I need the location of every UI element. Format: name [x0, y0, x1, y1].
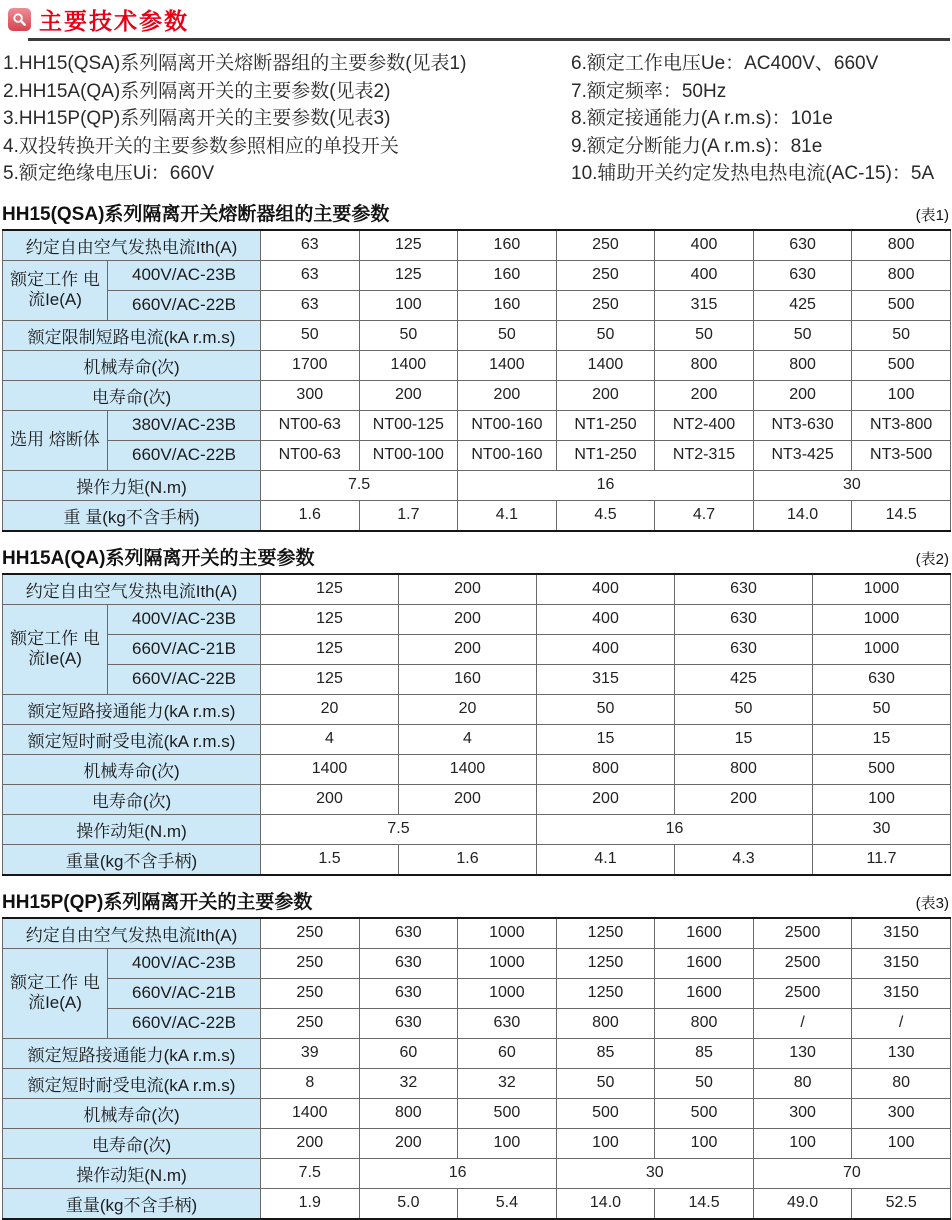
- cell-value: 50: [359, 320, 458, 350]
- cell-value: 7.5: [261, 470, 458, 500]
- table-section-1: [2, 199, 950, 532]
- cell-value: 800: [655, 1008, 754, 1038]
- cell-value: 4.1: [537, 844, 675, 875]
- cell-value: 125: [261, 634, 399, 664]
- sub-label: 400V/AC-23B: [108, 260, 261, 290]
- cell-value: 100: [813, 784, 951, 814]
- cell-value: 7.5: [261, 1158, 360, 1188]
- cell-value: 200: [537, 784, 675, 814]
- cell-value: 8: [261, 1068, 360, 1098]
- cell-value: 4.1: [458, 500, 557, 531]
- cell-value: 630: [813, 664, 951, 694]
- cell-value: 39: [261, 1038, 360, 1068]
- notes: [2, 50, 950, 188]
- table-row: [3, 724, 951, 754]
- cell-value: 800: [655, 350, 754, 380]
- cell-value: 63: [261, 230, 360, 261]
- cell-value: 425: [675, 664, 813, 694]
- cell-value: 1400: [399, 754, 537, 784]
- cell-value: 1400: [261, 1098, 360, 1128]
- cell-value: 20: [399, 694, 537, 724]
- table-row: [3, 350, 951, 380]
- cell-value: 16: [458, 470, 754, 500]
- cell-value: 200: [675, 784, 813, 814]
- sub-label: 660V/AC-21B: [108, 634, 261, 664]
- cell-value: 14.5: [852, 500, 951, 531]
- cell-value: NT00-63: [261, 410, 360, 440]
- table-row: [3, 814, 951, 844]
- cell-value: /: [753, 1008, 852, 1038]
- cell-value: NT1-250: [556, 410, 655, 440]
- table-row: [3, 978, 951, 1008]
- cell-value: 14.5: [655, 1188, 754, 1219]
- table-3-header: [2, 887, 950, 917]
- table-1-header: [2, 199, 950, 229]
- cell-value: 200: [261, 1128, 360, 1158]
- cell-value: 130: [852, 1038, 951, 1068]
- row-label: 机械寿命(次): [3, 1098, 261, 1128]
- note-item: 7.额定频率：50Hz: [571, 80, 727, 102]
- table-row: [3, 634, 951, 664]
- table-2-header: [2, 543, 950, 573]
- cell-value: 2500: [753, 948, 852, 978]
- cell-value: 500: [655, 1098, 754, 1128]
- cell-value: 63: [261, 290, 360, 320]
- cell-value: 50: [655, 320, 754, 350]
- cell-value: 1600: [655, 948, 754, 978]
- cell-value: 5.0: [359, 1188, 458, 1219]
- cell-value: 630: [753, 230, 852, 261]
- cell-value: 50: [556, 1068, 655, 1098]
- cell-value: 300: [261, 380, 360, 410]
- cell-value: 125: [359, 230, 458, 261]
- cell-value: 130: [753, 1038, 852, 1068]
- cell-value: 100: [655, 1128, 754, 1158]
- cell-value: 125: [261, 574, 399, 605]
- row-label: 机械寿命(次): [3, 754, 261, 784]
- cell-value: 250: [556, 290, 655, 320]
- cell-value: NT2-400: [655, 410, 754, 440]
- cell-value: 32: [359, 1068, 458, 1098]
- cell-value: 500: [813, 754, 951, 784]
- cell-value: 425: [753, 290, 852, 320]
- table-1-tag: (表1): [915, 206, 949, 224]
- cell-value: 1.9: [261, 1188, 360, 1219]
- cell-value: 50: [852, 320, 951, 350]
- cell-value: NT2-315: [655, 440, 754, 470]
- group-label: 额定工作 电流Ie(A): [3, 604, 108, 694]
- cell-value: 4.3: [675, 844, 813, 875]
- cell-value: 200: [359, 380, 458, 410]
- cell-value: 250: [261, 948, 360, 978]
- cell-value: 49.0: [753, 1188, 852, 1219]
- cell-value: 5.4: [458, 1188, 557, 1219]
- cell-value: 3150: [852, 918, 951, 949]
- cell-value: 50: [556, 320, 655, 350]
- note-item: 9.额定分断能力(A r.m.s)：81e: [571, 135, 823, 157]
- notes-right-column: [571, 50, 950, 188]
- cell-value: NT00-63: [261, 440, 360, 470]
- cell-value: 30: [556, 1158, 753, 1188]
- notes-left-column: [3, 50, 571, 188]
- cell-value: 70: [753, 1158, 950, 1188]
- cell-value: 4.7: [655, 500, 754, 531]
- cell-value: 125: [261, 604, 399, 634]
- cell-value: 1250: [556, 918, 655, 949]
- cell-value: 4: [261, 724, 399, 754]
- cell-value: 800: [675, 754, 813, 784]
- cell-value: 200: [399, 604, 537, 634]
- row-label: 重 量(kg不含手柄): [3, 500, 261, 531]
- cell-value: 800: [753, 350, 852, 380]
- table-row: [3, 290, 951, 320]
- table-row: [3, 380, 951, 410]
- cell-value: 200: [556, 380, 655, 410]
- table-section-2: [2, 543, 950, 876]
- header-rule: [28, 38, 950, 41]
- sub-label: 400V/AC-23B: [108, 604, 261, 634]
- cell-value: 7.5: [261, 814, 537, 844]
- cell-value: 30: [813, 814, 951, 844]
- cell-value: 200: [399, 574, 537, 605]
- cell-value: 50: [813, 694, 951, 724]
- cell-value: NT3-425: [753, 440, 852, 470]
- cell-value: 32: [458, 1068, 557, 1098]
- cell-value: NT00-125: [359, 410, 458, 440]
- sub-label: 400V/AC-23B: [108, 948, 261, 978]
- table-row: [3, 410, 951, 440]
- cell-value: 2500: [753, 918, 852, 949]
- cell-value: 250: [261, 1008, 360, 1038]
- row-label: 额定限制短路电流(kA r.m.s): [3, 320, 261, 350]
- table-3-title: HH15P(QP)系列隔离开关的主要参数: [2, 891, 313, 913]
- note-item: 8.额定接通能力(A r.m.s)：101e: [571, 108, 833, 129]
- cell-value: 4: [399, 724, 537, 754]
- table-section-3: [2, 887, 950, 1220]
- table-row: [3, 500, 951, 531]
- row-label: 电寿命(次): [3, 784, 261, 814]
- cell-value: 630: [675, 604, 813, 634]
- row-label: 机械寿命(次): [3, 350, 261, 380]
- table-row: [3, 230, 951, 261]
- row-label: 额定短路接通能力(kA r.m.s): [3, 1038, 261, 1068]
- cell-value: 300: [753, 1098, 852, 1128]
- table-row: [3, 604, 951, 634]
- cell-value: 15: [675, 724, 813, 754]
- cell-value: 80: [753, 1068, 852, 1098]
- cell-value: 315: [655, 290, 754, 320]
- cell-value: 200: [399, 784, 537, 814]
- note-item: 5.额定绝缘电压Ui：660V: [3, 163, 215, 184]
- cell-value: 100: [753, 1128, 852, 1158]
- cell-value: 16: [537, 814, 813, 844]
- cell-value: 1400: [458, 350, 557, 380]
- table-row: [3, 1008, 951, 1038]
- cell-value: 250: [261, 978, 360, 1008]
- parameters-table-2: [2, 573, 951, 876]
- cell-value: 20: [261, 694, 399, 724]
- row-label: 额定短路接通能力(kA r.m.s): [3, 694, 261, 724]
- parameters-table-3: [2, 917, 951, 1220]
- table-row: [3, 1128, 951, 1158]
- cell-value: 1250: [556, 948, 655, 978]
- cell-value: 800: [537, 754, 675, 784]
- sub-label: 380V/AC-23B: [108, 410, 261, 440]
- cell-value: 100: [556, 1128, 655, 1158]
- table-row: [3, 754, 951, 784]
- cell-value: NT3-800: [852, 410, 951, 440]
- row-label: 电寿命(次): [3, 380, 261, 410]
- table-2-tag: (表2): [915, 550, 949, 568]
- row-label: 约定自由空气发热电流Ith(A): [3, 574, 261, 605]
- cell-value: /: [852, 1008, 951, 1038]
- cell-value: 160: [458, 290, 557, 320]
- cell-value: 630: [359, 918, 458, 949]
- cell-value: 500: [852, 350, 951, 380]
- cell-value: 500: [556, 1098, 655, 1128]
- cell-value: 400: [655, 260, 754, 290]
- cell-value: 800: [556, 1008, 655, 1038]
- cell-value: 1.5: [261, 844, 399, 875]
- cell-value: 800: [852, 230, 951, 261]
- table-row: [3, 1188, 951, 1219]
- cell-value: 500: [458, 1098, 557, 1128]
- table-row: [3, 260, 951, 290]
- note-item: 1.HH15(QSA)系列隔离开关熔断器组的主要参数(见表1): [3, 53, 467, 74]
- cell-value: 1600: [655, 918, 754, 949]
- cell-value: 800: [359, 1098, 458, 1128]
- row-label: 额定短时耐受电流(kA r.m.s): [3, 724, 261, 754]
- note-item: 6.额定工作电压Ue：AC400V、660V: [571, 53, 879, 74]
- table-row: [3, 664, 951, 694]
- group-label: 额定工作 电流Ie(A): [3, 260, 108, 320]
- cell-value: 50: [655, 1068, 754, 1098]
- cell-value: 160: [458, 260, 557, 290]
- cell-value: 800: [852, 260, 951, 290]
- cell-value: 100: [458, 1128, 557, 1158]
- cell-value: 50: [458, 320, 557, 350]
- row-label: 操作动矩(N.m): [3, 1158, 261, 1188]
- cell-value: 400: [537, 604, 675, 634]
- table-row: [3, 440, 951, 470]
- cell-value: NT00-160: [458, 410, 557, 440]
- cell-value: 125: [359, 260, 458, 290]
- cell-value: 200: [655, 380, 754, 410]
- cell-value: 200: [399, 634, 537, 664]
- cell-value: 200: [458, 380, 557, 410]
- table-row: [3, 694, 951, 724]
- cell-value: 1.6: [261, 500, 360, 531]
- cell-value: 630: [675, 634, 813, 664]
- row-label: 额定短时耐受电流(kA r.m.s): [3, 1068, 261, 1098]
- cell-value: 1400: [261, 754, 399, 784]
- cell-value: NT1-250: [556, 440, 655, 470]
- cell-value: 630: [359, 978, 458, 1008]
- cell-value: 200: [359, 1128, 458, 1158]
- cell-value: 1000: [813, 574, 951, 605]
- cell-value: 1000: [458, 918, 557, 949]
- table-row: [3, 574, 951, 605]
- cell-value: NT00-160: [458, 440, 557, 470]
- cell-value: 50: [537, 694, 675, 724]
- cell-value: 400: [655, 230, 754, 261]
- row-label: 操作动矩(N.m): [3, 814, 261, 844]
- cell-value: 14.0: [753, 500, 852, 531]
- note-item: 10.辅助开关约定发热电热电流(AC-15)：5A: [571, 163, 935, 184]
- row-label: 操作力矩(N.m): [3, 470, 261, 500]
- cell-value: 60: [458, 1038, 557, 1068]
- cell-value: 100: [852, 380, 951, 410]
- cell-value: 400: [537, 574, 675, 605]
- cell-value: 15: [537, 724, 675, 754]
- note-item: 4.双投转换开关的主要参数参照相应的单投开关: [3, 135, 399, 157]
- cell-value: 315: [537, 664, 675, 694]
- cell-value: 50: [261, 320, 360, 350]
- sub-label: 660V/AC-22B: [108, 1008, 261, 1038]
- table-row: [3, 470, 951, 500]
- sub-label: 660V/AC-22B: [108, 290, 261, 320]
- cell-value: 500: [852, 290, 951, 320]
- cell-value: 250: [261, 918, 360, 949]
- cell-value: 15: [813, 724, 951, 754]
- cell-value: 630: [675, 574, 813, 605]
- row-label: 电寿命(次): [3, 1128, 261, 1158]
- table-row: [3, 1098, 951, 1128]
- cell-value: NT00-100: [359, 440, 458, 470]
- sub-label: 660V/AC-22B: [108, 664, 261, 694]
- cell-value: 1400: [556, 350, 655, 380]
- table-row: [3, 1038, 951, 1068]
- cell-value: 85: [655, 1038, 754, 1068]
- cell-value: 1700: [261, 350, 360, 380]
- row-label: 约定自由空气发热电流Ith(A): [3, 918, 261, 949]
- cell-value: 1000: [813, 604, 951, 634]
- table-row: [3, 948, 951, 978]
- cell-value: 100: [359, 290, 458, 320]
- page-header: [2, 5, 950, 33]
- cell-value: 200: [753, 380, 852, 410]
- cell-value: 630: [359, 948, 458, 978]
- cell-value: 630: [359, 1008, 458, 1038]
- cell-value: 63: [261, 260, 360, 290]
- table-row: [3, 918, 951, 949]
- cell-value: 400: [537, 634, 675, 664]
- cell-value: 2500: [753, 978, 852, 1008]
- table-1-title: HH15(QSA)系列隔离开关熔断器组的主要参数: [2, 203, 390, 225]
- row-label: 重量(kg不含手柄): [3, 1188, 261, 1219]
- cell-value: 60: [359, 1038, 458, 1068]
- cell-value: 4.5: [556, 500, 655, 531]
- cell-value: 200: [261, 784, 399, 814]
- cell-value: 3150: [852, 978, 951, 1008]
- row-label: 重量(kg不含手柄): [3, 844, 261, 875]
- cell-value: 80: [852, 1068, 951, 1098]
- table-row: [3, 1158, 951, 1188]
- cell-value: 1.6: [399, 844, 537, 875]
- table-row: [3, 320, 951, 350]
- table-row: [3, 844, 951, 875]
- cell-value: 16: [359, 1158, 556, 1188]
- parameters-table-1: [2, 229, 951, 532]
- group-label: 额定工作 电流Ie(A): [3, 948, 108, 1038]
- row-label: 约定自由空气发热电流Ith(A): [3, 230, 261, 261]
- cell-value: 1000: [813, 634, 951, 664]
- cell-value: 1600: [655, 978, 754, 1008]
- cell-value: 250: [556, 230, 655, 261]
- cell-value: 3150: [852, 948, 951, 978]
- table-row: [3, 784, 951, 814]
- cell-value: 11.7: [813, 844, 951, 875]
- cell-value: 85: [556, 1038, 655, 1068]
- cell-value: 52.5: [852, 1188, 951, 1219]
- group-label: 选用 熔断体: [3, 410, 108, 470]
- cell-value: 1250: [556, 978, 655, 1008]
- table-3-tag: (表3): [915, 894, 949, 912]
- cell-value: 30: [753, 470, 950, 500]
- cell-value: 160: [399, 664, 537, 694]
- cell-value: 300: [852, 1098, 951, 1128]
- cell-value: 250: [556, 260, 655, 290]
- cell-value: 50: [675, 694, 813, 724]
- cell-value: 100: [852, 1128, 951, 1158]
- sub-label: 660V/AC-21B: [108, 978, 261, 1008]
- cell-value: 1.7: [359, 500, 458, 531]
- cell-value: NT3-500: [852, 440, 951, 470]
- table-2-title: HH15A(QA)系列隔离开关的主要参数: [2, 547, 315, 569]
- cell-value: 50: [753, 320, 852, 350]
- cell-value: 630: [458, 1008, 557, 1038]
- note-item: 3.HH15P(QP)系列隔离开关的主要参数(见表3): [3, 108, 391, 129]
- cell-value: 1000: [458, 948, 557, 978]
- cell-value: 14.0: [556, 1188, 655, 1219]
- note-item: 2.HH15A(QA)系列隔离开关的主要参数(见表2): [3, 80, 391, 102]
- sub-label: 660V/AC-22B: [108, 440, 261, 470]
- cell-value: 1000: [458, 978, 557, 1008]
- cell-value: NT3-630: [753, 410, 852, 440]
- magnifier-icon: [8, 8, 31, 31]
- table-row: [3, 1068, 951, 1098]
- cell-value: 125: [261, 664, 399, 694]
- cell-value: 1400: [359, 350, 458, 380]
- cell-value: 160: [458, 230, 557, 261]
- page-title: 主要技术参数: [39, 7, 189, 34]
- cell-value: 630: [753, 260, 852, 290]
